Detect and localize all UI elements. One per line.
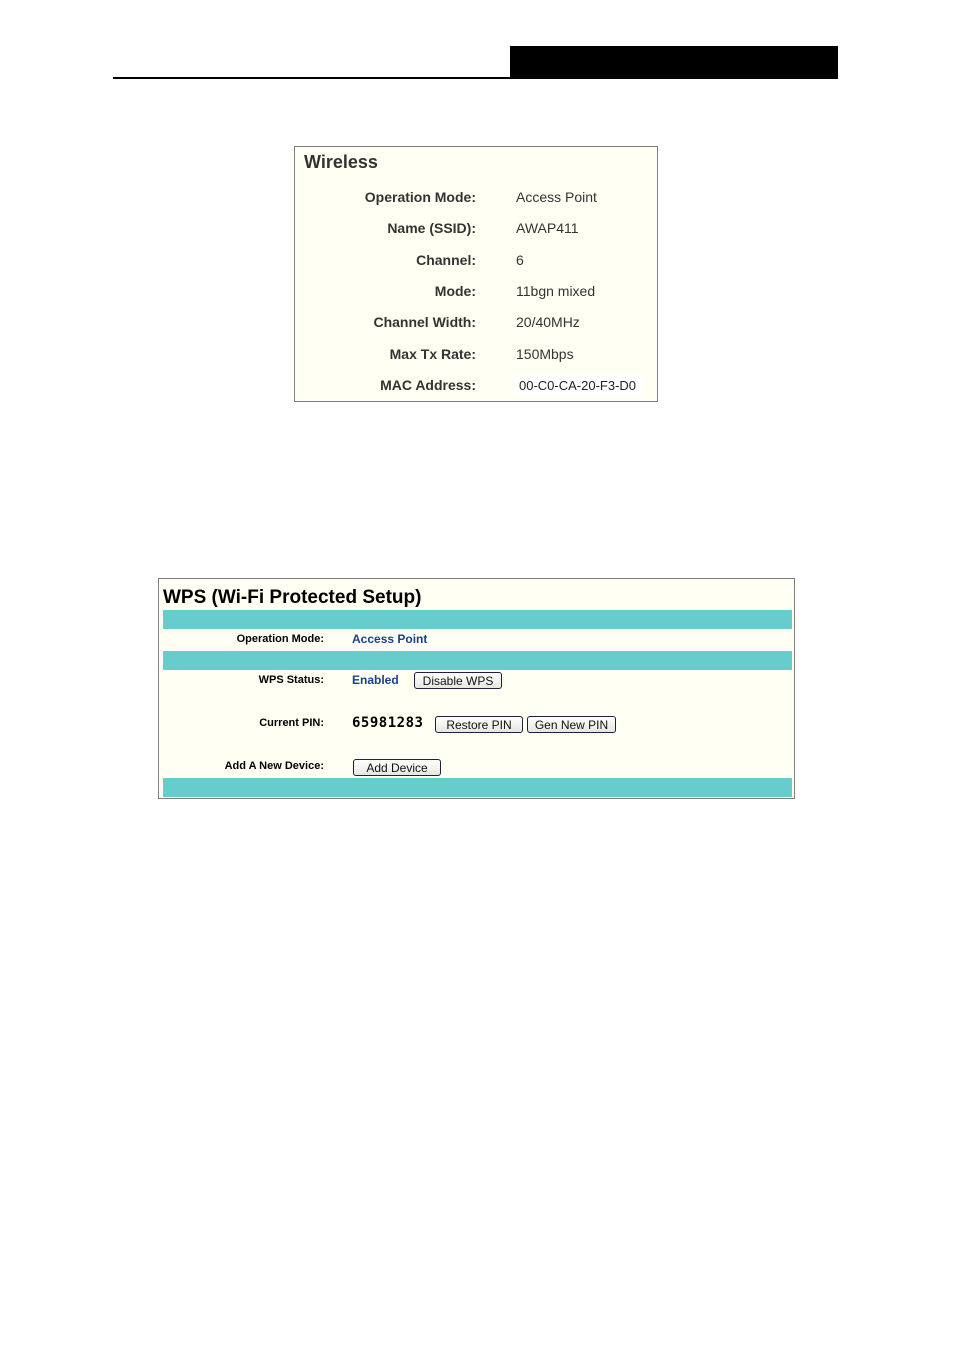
mode-label: Mode: [434, 283, 476, 299]
ssid-label: Name (SSID): [387, 220, 476, 236]
channel-label: Channel: [416, 252, 476, 268]
band-separator [163, 778, 792, 797]
band-separator [163, 651, 792, 670]
ssid-value: AWAP411 [516, 220, 579, 236]
row-mac-address [295, 377, 657, 397]
header-rule [113, 77, 838, 79]
mode-value: 11bgn mixed [516, 283, 596, 299]
row-max-tx-rate [295, 346, 657, 366]
wps-status-label: WPS Status: [258, 674, 324, 686]
wireless-panel [294, 146, 658, 402]
channel-width-value: 20/40MHz [516, 314, 580, 330]
wps-panel [158, 578, 795, 799]
add-device-button[interactable]: Add Device [353, 759, 441, 776]
wireless-title: Wireless [304, 152, 378, 172]
channel-width-label: Channel Width: [373, 314, 476, 330]
add-device-label: Add A New Device: [224, 760, 324, 772]
wps-operation-mode-label: Operation Mode: [236, 633, 324, 645]
row-operation-mode [295, 189, 657, 209]
row-ssid [295, 220, 657, 240]
gen-new-pin-button[interactable]: Gen New PIN [527, 716, 616, 733]
wps-title: WPS (Wi-Fi Protected Setup) [163, 587, 422, 608]
disable-wps-button[interactable]: Disable WPS [414, 672, 502, 689]
current-pin-label: Current PIN: [259, 717, 324, 729]
band-separator [163, 610, 792, 629]
row-channel [295, 252, 657, 272]
operation-mode-label: Operation Mode: [364, 189, 476, 205]
wps-status-value: Enabled [352, 673, 399, 687]
channel-value: 6 [516, 252, 524, 268]
mac-address-label: MAC Address: [380, 377, 476, 393]
restore-pin-button[interactable]: Restore PIN [435, 716, 523, 733]
max-tx-rate-value: 150Mbps [516, 346, 574, 362]
row-mode [295, 283, 657, 303]
current-pin-value: 65981283 [352, 715, 424, 731]
mac-address-value: 00-C0-CA-20-F3-D0 [514, 375, 644, 396]
operation-mode-value: Access Point [516, 189, 597, 205]
row-channel-width [295, 314, 657, 334]
header-block [510, 46, 838, 79]
max-tx-rate-label: Max Tx Rate: [389, 346, 476, 362]
wps-operation-mode-value: Access Point [352, 632, 428, 646]
